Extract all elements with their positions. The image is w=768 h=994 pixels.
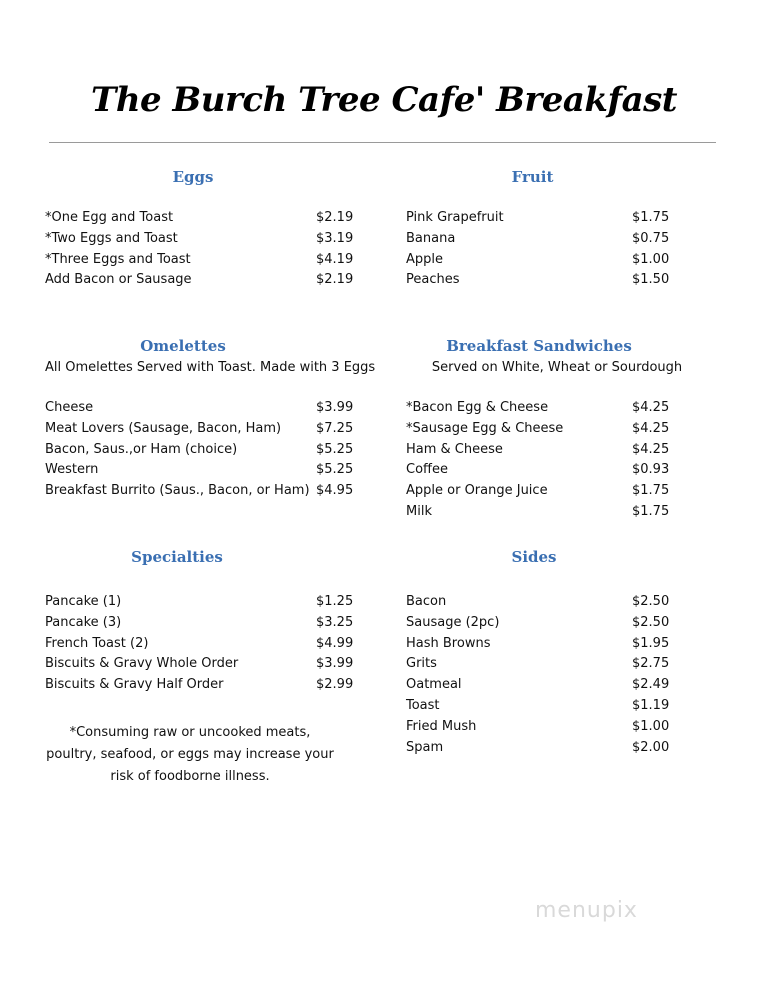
- menu-item-name: Breakfast Burrito (Saus., Bacon, or Ham): [45, 483, 310, 499]
- menu-item-price: $2.50: [632, 594, 670, 609]
- menu-item-name: Fried Mush: [406, 718, 477, 734]
- menu-item-price: $5.25: [316, 462, 354, 478]
- menu-item-name: *Three Eggs and Toast: [45, 251, 191, 267]
- menu-item-price: $1.95: [632, 635, 670, 651]
- menu-item-name: *Two Eggs and Toast: [45, 230, 178, 246]
- eggs-heading: Eggs: [172, 168, 214, 186]
- menu-item-name: Peaches: [406, 272, 460, 288]
- menu-item-price: $4.25: [632, 400, 670, 415]
- specialties-heading: Specialties: [131, 548, 223, 566]
- menu-item-price: $1.25: [316, 594, 354, 609]
- menu-item-name: Apple or Orange Juice: [406, 483, 548, 499]
- menu-item-price: $2.19: [316, 272, 354, 288]
- sandwiches-subtitle: Served on White, Wheat or Sourdough: [431, 360, 683, 375]
- menu-item-price: $2.99: [316, 677, 354, 693]
- menu-item-price: $1.50: [632, 272, 670, 288]
- menu-item-price: $1.00: [632, 251, 670, 267]
- menu-item-name: Toast: [406, 697, 440, 713]
- menu-item-name: Add Bacon or Sausage: [45, 272, 192, 288]
- menu-item-price: $0.75: [632, 230, 670, 246]
- menu-item-price: $1.00: [632, 718, 670, 734]
- menu-item-name: Biscuits & Gravy Half Order: [45, 677, 224, 693]
- menu-item-price: $4.19: [316, 251, 354, 267]
- menu-item-name: Oatmeal: [406, 677, 462, 693]
- menu-item-name: Grits: [406, 656, 437, 672]
- menu-item-price: $0.93: [632, 462, 670, 478]
- menu-item-price: $5.25: [316, 441, 354, 457]
- menu-item-name: Cheese: [45, 400, 94, 415]
- menu-item-name: *One Egg and Toast: [45, 210, 174, 225]
- menu-item-name: French Toast (2): [45, 635, 149, 651]
- menu-item-name: Bacon: [406, 594, 447, 609]
- health-notice: *Consuming raw or uncooked meats, poultry, seafood, or eggs may increase your risk of foodborne illness.: [46, 725, 334, 784]
- menu-item-name: Western: [45, 462, 99, 478]
- menu-item-price: $3.25: [316, 614, 354, 630]
- menu-item-price: $2.00: [632, 739, 670, 755]
- menu-item-name: Ham & Cheese: [406, 441, 503, 457]
- menu-item-name: Milk: [406, 503, 432, 519]
- menu-item-price: $2.49: [632, 677, 670, 693]
- fruit-heading: Fruit: [511, 168, 554, 186]
- menu-item-price: $7.25: [316, 420, 354, 436]
- menu-item-name: Hash Browns: [406, 635, 491, 651]
- menu-item-name: *Sausage Egg & Cheese: [406, 420, 564, 436]
- menu-item-name: Meat Lovers (Sausage, Bacon, Ham): [45, 420, 282, 436]
- menu-item-price: $1.75: [632, 503, 670, 519]
- menu-item-price: $4.25: [632, 420, 670, 436]
- menu-item-name: Bacon, Saus.,or Ham (choice): [45, 441, 238, 457]
- menu-item-price: $1.19: [632, 697, 670, 713]
- menu-item-name: *Bacon Egg & Cheese: [406, 400, 549, 415]
- menu-item-name: Apple: [406, 251, 444, 267]
- menu-item-name: Pancake (3): [45, 614, 122, 630]
- sandwiches-heading: Breakfast Sandwiches: [446, 337, 632, 355]
- menu-item-price: $4.25: [632, 441, 670, 457]
- menu-item-name: Biscuits & Gravy Whole Order: [45, 656, 239, 672]
- menupix-watermark: menupix: [535, 898, 638, 923]
- menu-item-price: $3.19: [316, 230, 354, 246]
- menu-item-price: $2.19: [316, 210, 354, 225]
- sides-heading: Sides: [511, 548, 557, 566]
- menu-item-name: Pink Grapefruit: [406, 210, 504, 225]
- menu-item-name: Sausage (2pc): [406, 614, 500, 630]
- page-title: The Burch Tree Cafe' Breakfast: [91, 80, 677, 120]
- menu-item-price: $1.75: [632, 483, 670, 499]
- menu-item-price: $2.50: [632, 614, 670, 630]
- menu-item-name: Banana: [406, 230, 456, 246]
- title-divider: [49, 142, 716, 143]
- menu-item-price: $2.75: [632, 656, 670, 672]
- menu-item-price: $3.99: [316, 656, 354, 672]
- menu-item-price: $4.99: [316, 635, 354, 651]
- menu-item-price: $4.95: [316, 483, 354, 499]
- menu-item-price: $1.75: [632, 210, 670, 225]
- menu-item-price: $3.99: [316, 400, 354, 415]
- omelettes-subtitle: All Omelettes Served with Toast. Made with 3 Eggs: [45, 360, 376, 375]
- omelettes-heading: Omelettes: [140, 337, 226, 355]
- menu-item-name: Pancake (1): [45, 594, 122, 609]
- menu-item-name: Coffee: [406, 462, 448, 478]
- menu-item-name: Spam: [406, 739, 444, 755]
